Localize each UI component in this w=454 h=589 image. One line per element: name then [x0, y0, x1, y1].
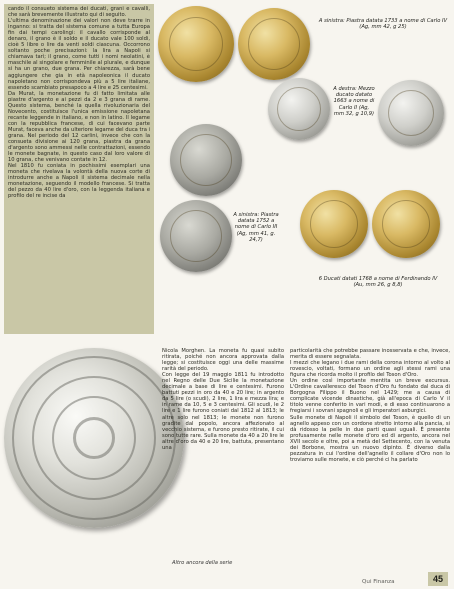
mid-paragraph-2: Con legge del 19 maggio 1811 fu introdotto nel Regno delle Due Sicilie la monetazione decimale a base di lire e centesimi. Furono battuti pezzi in oro da 40 e 20 lire; in argento da 5 lire (o scudi), 2 lire, 1 lira e mezza lira; e in rame da 10, 5 e 3 centesimi. Gli scudi, le 2 lire e 1 lire furono coniati dal 1812 al 1813; le altre solo nel 1813; le monete non furono gradite dal popolo, ancora affezionato al vecchio sistema, e furono presto ritirate, il cui sono tutte rare. Sulla monete da 40 a 20 lire le altre d'oro da 40 e 20 lire, battuta, presentano una [162, 372, 284, 451]
mid-paragraph-1: Nicola Morghen. La moneta fu quasi subito ritirata, poiché non ancora approvata dalla legge; si costituisce oggi una delle massime rarità del periodo. [162, 348, 284, 373]
page-number: 45 [428, 572, 448, 586]
coin-carlo-iv-reverse [238, 8, 310, 80]
left-paragraph-1: cando il consueto sistema dei ducati, grani e cavalli, che sarà brevemente illustrato qui di seguito. [8, 6, 150, 19]
coin-mezzo-ducato-reverse [378, 80, 444, 146]
right-paragraph-1: particolarità che potrebbe passare inosservata e che, invece, merita di essere segnalata. [290, 348, 450, 361]
middle-text-column [162, 348, 284, 576]
caption-mezzo-ducato: A destra: Mezzo ducato datato 1663 a nome di Carlo II (Ag, mm 32, g 10,9) [333, 86, 375, 117]
left-text-column [4, 4, 154, 334]
coin-ducati-1768-obverse [300, 190, 368, 258]
coin-carlo-iv-obverse [158, 6, 234, 82]
coin-ducati-1768-reverse [372, 190, 440, 258]
left-paragraph-4: Nel 1810 fu coniata in pochissimi esemplari una moneta che rivelava la volontà della nuova corte di introdurre anche a Napoli il sistema decimale nella monetazione, seguendo il modello francese. Si tratta del pezzo da 40 lire d'oro, con la leggenda italiana e profilo del re incise da [8, 163, 150, 200]
caption-piastra-1752: A sinistra: Piastra datata 1752 a nome di Carlo III (Ag, mm 41, g. 24,7) [233, 212, 279, 243]
large-silver-coin [4, 348, 184, 528]
caption-big-coin: Altro ancora della serie [172, 560, 233, 566]
caption-ducati-1768: 6 Ducati datati 1768 a nome di Ferdinando IV (Au, mm 26, g 8,8) [318, 276, 438, 289]
coin-piastra-1752-reverse [160, 200, 232, 272]
coin-mezzo-ducato-obverse [268, 78, 330, 140]
right-text-column [290, 348, 450, 574]
left-paragraph-3: Da Murat, la monetazione fu di fatto limitata alle piastre d'argento e ai pezzi da 2 e 3 grana di rame. Questo sistema, benché la quella rivoluzionaria del Novecento, costituisce l'unica emissione napoletana recante leggende in italiano, e non in latino. Il legame con la repubblica francese, di cui facevano parte Murat, faceva anche da ulteriore legame del duca tra i grana. Nel periodo del 12 carlini, invece che con la consueta divisione ai 120 grana, piastra da grana d'argento sono ammessi nelle contrattazioni, essendo le monete bagnate, in questo caso dal loro valore di 10 grana, che venivano contate in 12. [8, 90, 150, 164]
coin-piastra-1752-obverse [170, 124, 242, 196]
right-paragraph-2: I mezzi che legano i due rami della corona intorno al volto al rovescio, voltati, formano un ordine agli stessi rami una figura che ricorda molto il profilo del Toson d'Oro. [290, 360, 450, 379]
right-paragraph-3: Un ordine così importante mentita un breve excursus. L'Ordine cavalleresco del Toson d'Oro fu fondato dal duca di Borgogna Filippo il Buono nel 1429; me a causa di complicate vicende dinastiche, già all'epoca di Carlo V il titolo venne conferito in vari modi, e di esso continuarono a fregiarsi i sovrani spagnoli e gli imperatori asburgici. [290, 378, 450, 415]
magazine-name: Qui Finanza [362, 579, 395, 585]
left-paragraph-2: L'ultima denominazione dei valori non deve trarre in inganno: si tratta del sistema comune a tutta Europa fin dai tempi carolingi: il cavallo corrisponde al denaro, il grano è il soldo e il ducato vale 100 soldi, cioè 5 libre o lire da venti soldi ciascuna. Occorrono soltanto poche precisazioni: la lira a Napoli si chiamava tarì; il grano, come tutti i nomi neolatini, è maschile al singolare e femminile al plurale, e dunque si ha un grano, due grana. Per chiarezza, sarà bene aggiungere che gia in età napoleonica il ducato napoletano non corrispondeva più a 5 lire italiane, essendo scambiato presapoco a 4 lire e 25 centesimi. [8, 18, 150, 91]
right-paragraph-4: Sulle monete di Napoli il simbolo del Toson, è quello di un agnello appeso con un cordone stretto intorno alla pancia, si dà ridosso la pelle in due parti quasi uguali. È presente profusamente nelle monete d'oro ed di argento, ancora nel XVII secolo e oltre, poi a metà del Settecento, con la venuta dei Borbone, mostra un nuovo dipinto. È diverso dalla pezzatura in cui l'ordine dell'agnello il collare d'Oro non lo troviamo sulle monete, e ciò perché ci ha parlato [290, 414, 450, 463]
caption-carlo-iv: A sinistra: Piastra datata 1733 a nome di Carlo IV (Ag, mm 42, g 25) [318, 18, 448, 31]
